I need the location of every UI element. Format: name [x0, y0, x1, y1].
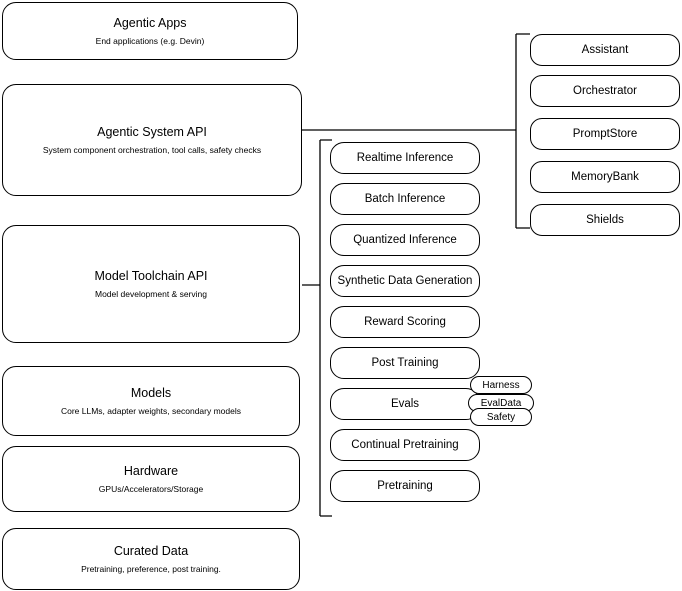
- node-assistant[interactable]: [530, 34, 680, 66]
- node-title: Curated Data: [113, 543, 189, 558]
- node-model-toolchain-api[interactable]: [2, 225, 300, 343]
- node-title: Synthetic Data Generation: [337, 274, 473, 287]
- node-title: Agentic System API: [97, 124, 207, 139]
- pill-evaldata[interactable]: EvalData: [468, 394, 534, 412]
- node-subtitle: GPUs/Accelerators/Storage: [98, 483, 204, 494]
- node-title: Evals: [390, 397, 420, 410]
- node-continual-pretraining[interactable]: [330, 429, 480, 461]
- node-title: Quantized Inference: [353, 233, 457, 246]
- node-title: PromptStore: [572, 127, 638, 140]
- node-title: Models: [130, 385, 172, 400]
- node-title: Agentic Apps: [113, 15, 187, 30]
- node-title: Post Training: [371, 356, 439, 369]
- node-subtitle: Model development & serving: [95, 288, 207, 299]
- node-title: Continual Pretraining: [351, 438, 459, 451]
- node-subtitle: System component orchestration, tool calls, safety checks: [42, 144, 262, 155]
- node-hardware[interactable]: [2, 446, 300, 512]
- node-models[interactable]: [2, 366, 300, 436]
- node-evals[interactable]: [330, 388, 480, 420]
- node-orchestrator[interactable]: [530, 75, 680, 107]
- pill-safety[interactable]: Safety: [470, 408, 532, 426]
- node-title: Realtime Inference: [356, 151, 454, 164]
- node-title: Assistant: [581, 43, 629, 56]
- node-title: MemoryBank: [571, 170, 639, 183]
- node-subtitle: Core LLMs, adapter weights, secondary models: [60, 405, 241, 416]
- pill-harness[interactable]: Harness: [470, 376, 532, 394]
- node-title: Shields: [586, 213, 624, 226]
- node-pretraining[interactable]: [330, 470, 480, 502]
- node-reward-scoring[interactable]: [330, 306, 480, 338]
- node-memorybank[interactable]: [530, 161, 680, 193]
- node-subtitle: Pretraining, preference, post training.: [81, 563, 221, 574]
- node-title: Pretraining: [377, 479, 433, 492]
- node-post-training[interactable]: [330, 347, 480, 379]
- connector-right-bracket: [516, 34, 530, 228]
- node-quantized-inference[interactable]: [330, 224, 480, 256]
- node-title: Batch Inference: [364, 192, 446, 205]
- node-curated-data[interactable]: [2, 528, 300, 590]
- node-promptstore[interactable]: [530, 118, 680, 150]
- node-title: Reward Scoring: [364, 315, 446, 328]
- node-title: Orchestrator: [573, 84, 637, 97]
- node-shields[interactable]: [530, 204, 680, 236]
- node-subtitle: End applications (e.g. Devin): [95, 35, 205, 46]
- node-realtime-inference[interactable]: [330, 142, 480, 174]
- node-agentic-apps[interactable]: [2, 2, 298, 60]
- node-agentic-system-api[interactable]: [2, 84, 302, 196]
- node-title: Model Toolchain API: [94, 268, 208, 283]
- node-synthetic-data-generation[interactable]: [330, 265, 480, 297]
- node-title: Hardware: [123, 463, 179, 478]
- node-batch-inference[interactable]: [330, 183, 480, 215]
